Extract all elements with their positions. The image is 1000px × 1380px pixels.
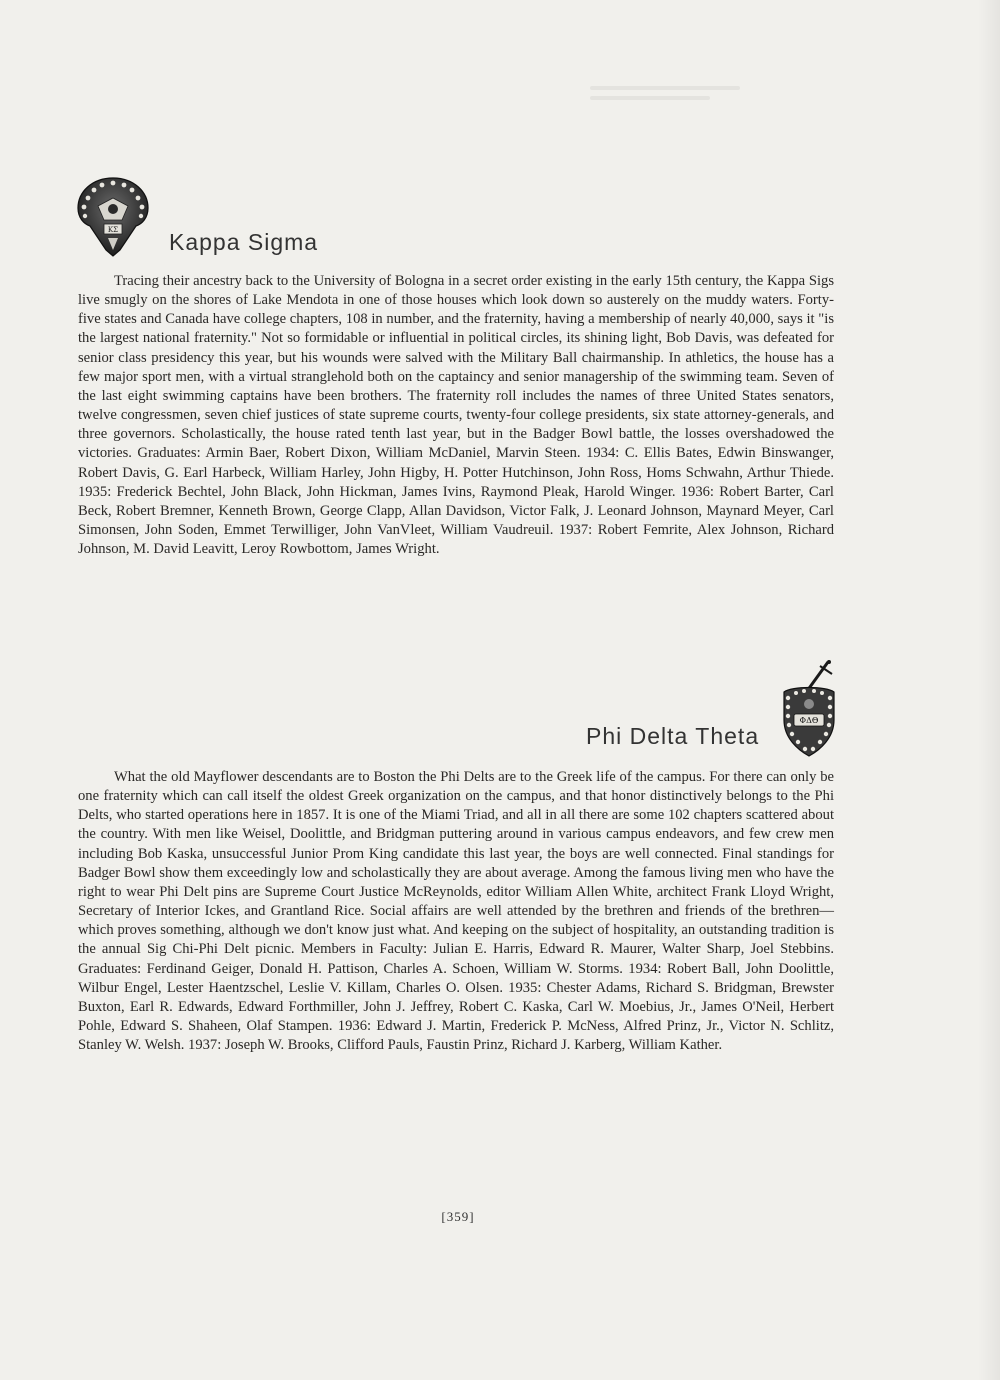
phi-delta-theta-body: What the old Mayflower descendants are to Boston the Phi Delts are to the Greek life of the campus. For there can only be one fraternity which can call itself the oldest Greek organization on the campus, and that honor distinctively belongs to the Phi Delts, who started operations here in 1857. It is one of the Miami Triad, and all in all there are some 102 chapters scattered about the country. With men like Weisel, Doolittle, and Bridgman puttering around in various campus endeavors, and few crew men including Bob Kaska, unsuccessful Junior Prom King candidate this last year, the boys are well connected. Final standings for Badger Bowl show them exceedingly low and scholastically they are about average. Among the famous living men who have the right to wear Phi Delt pins are Supreme Court Justice McReynolds, editor William Allen White, architect Frank Lloyd Wright, Secretary of Interior Ickes, and Grantland Rice. Social affairs are well attended by the brethren and friends of the brethren—which proves something, although we don't know just what. And keeping on the subject of hospitality, an outstanding tradition is the annual Sig Chi-Phi Delt picnic. Members in Faculty: Julian E. Harris, Edward R. Maurer, Walter Sharp, Joel Stebbins. Graduates: Ferdinand Geiger, Donald H. Pattison, Charles A. Schoen, William W. Storms. 1934: Robert Ball, John Doolittle, Wilbur Engel, Lester Haentzschel, Leslie V. Killam, Charles O. Olsen. 1935: Chester Adams, Richard S. Bridgman, Brewster Buxton, Earl R. Edwards, Edward Forthmiller, John J. Jeffrey, Robert C. Kaska, Carl W. Moebius, Jr., James O'Neil, Herbert Pohle, Edward S. Shaheen, Olaf Stampen. 1936: Edward J. Martin, Frederick P. McNess, Alfred Prinz, Jr., Victor N. Schlitz, Stanley W. Welsh. 1937: Joseph W. Brooks, Clifford Pauls, Faustin Prinz, Richard J. Karberg, William Kather.: [78, 769, 834, 1054]
phi-delta-theta-shield-icon: [778, 660, 840, 760]
svg-text:ΦΔΘ: ΦΔΘ: [799, 716, 819, 725]
kappa-sigma-section: [78, 176, 834, 559]
page-edge-shadow: [978, 0, 1000, 1380]
kappa-sigma-body: Tracing their ancestry back to the University of Bologna in a secret order existing in the early 15th century, the Kappa Sigs live smugly on the shores of Lake Mendota in one of those houses which look down so austerely on the muddy waters. Forty-five states and Canada have college chapters, 108 in number, and the fraternity, having a membership of nearly 40,000, says it "is the largest national fraternity." Not so formidable or influential in political circles, its shining light, Bob Davis, was defeated for senior class presidency this year, but his wounds were salved with the Military Ball chairmanship. In athletics, the house has a few major sport men, with a virtual stranglehold both on the captaincy and senior managership of the swimming team. Seven of the last eight swimming captains have been brothers. The fraternity roll includes the names of three United States senators, twelve congressmen, seven chief justices of state supreme courts, twenty-four college presidents, six state attorney-generals, and three governors. Scholastically, the house rated tenth last year, but in the Badger Bowl battle, the losses overshadowed the victories. Graduates: Armin Baer, Robert Dixon, William McDaniel, Marvin Steen. 1934: C. Ellis Bates, Edwin Binswanger, Robert Davis, G. Earl Harbeck, William Harley, John Higby, H. Potter Hutchinson, John Ross, Homs Schwahn, Arthur Thiede. 1935: Frederick Bechtel, John Black, John Hickman, James Ivins, Raymond Pleak, Harold Winger. 1936: Robert Barter, Carl Beck, Robert Bremner, Kenneth Brown, George Clapp, Allan Davidson, Victor Falk, J. Leonard Johnson, Maynard Meyer, Carl Simonsen, John Soden, Emmet Terwilliger, John VanVleet, William Vaudreuil. 1937: Robert Femrite, Alex Johnson, Richard Johnson, M. David Leavitt, Leroy Rowbottom, James Wright.: [78, 273, 834, 558]
bleed-through-text: [590, 86, 740, 108]
kappa-sigma-crest-icon: [74, 176, 152, 258]
phi-delta-theta-section: [78, 660, 834, 1055]
kappa-sigma-heading: [78, 176, 834, 276]
page-number: [359]: [441, 1209, 475, 1224]
svg-text:ΚΣ: ΚΣ: [107, 226, 119, 234]
phi-delta-theta-heading: [78, 660, 834, 760]
phi-delta-theta-title: Phi Delta Theta: [586, 723, 760, 749]
kappa-sigma-title: Kappa Sigma: [169, 229, 319, 255]
